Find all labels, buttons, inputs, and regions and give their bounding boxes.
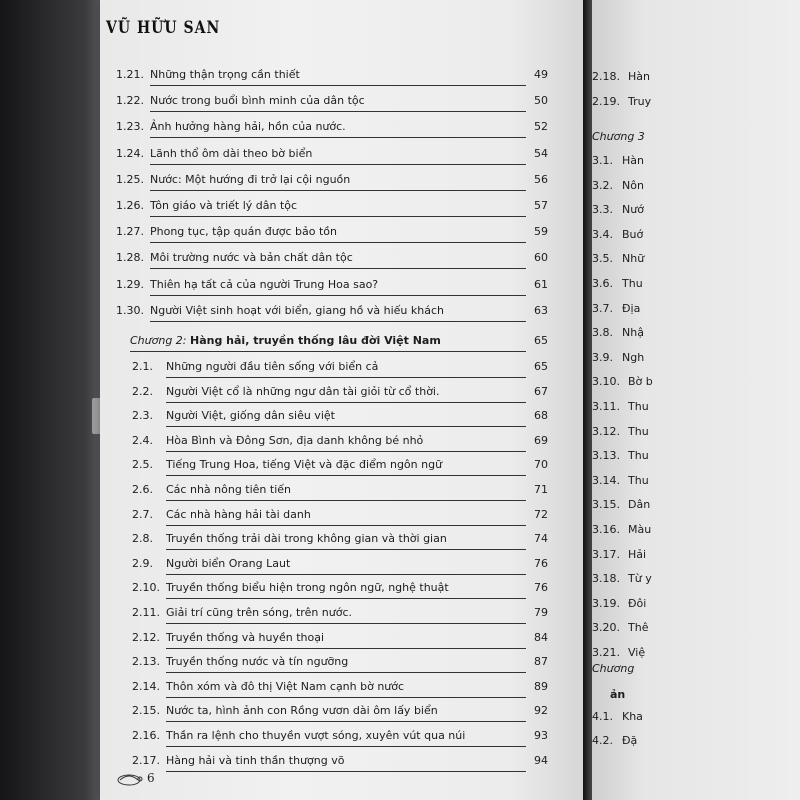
entry-title: Truyền thống biểu hiện trong ngôn ngữ, nghệ thuật bbox=[166, 581, 449, 595]
entry-number: 1.30. bbox=[116, 303, 144, 317]
entry-page: 70 bbox=[534, 458, 548, 472]
chapter-label: Chương 2: bbox=[130, 334, 187, 347]
entry-number: 2.15. bbox=[132, 704, 160, 718]
chapter-heading: Chương 3 bbox=[592, 130, 645, 143]
entry-title: Thê bbox=[628, 621, 649, 635]
leader-line bbox=[150, 268, 526, 269]
entry-title: Nướ bbox=[622, 203, 644, 217]
leader-line bbox=[150, 242, 526, 243]
entry-page: 69 bbox=[534, 433, 548, 447]
leader-line bbox=[166, 574, 526, 575]
entry-page: 65 bbox=[534, 334, 548, 347]
entry-title: Những thận trọng cần thiết bbox=[150, 68, 300, 81]
entry-page: 60 bbox=[534, 251, 548, 265]
page-number: 6 bbox=[147, 771, 155, 785]
toc-entry bbox=[100, 606, 583, 630]
entry-number: 2.2. bbox=[132, 384, 153, 398]
entry-number: 3.14. bbox=[592, 473, 620, 487]
entry-page: 76 bbox=[534, 556, 548, 570]
entry-number: 1.28. bbox=[116, 251, 144, 265]
entry-page: 63 bbox=[534, 303, 548, 317]
entry-page: 54 bbox=[534, 146, 548, 160]
entry-title: Lãnh thổ ôm dài theo bờ biển bbox=[150, 146, 313, 160]
entry-page: 93 bbox=[534, 729, 548, 742]
entry-number: 2.11. bbox=[132, 606, 160, 619]
entry-title: Thu bbox=[628, 473, 649, 487]
entry-title: Màu bbox=[628, 523, 652, 536]
entry-title: Từ y bbox=[628, 572, 652, 586]
entry-number: 2.3. bbox=[132, 409, 153, 423]
entry-number: 3.10. bbox=[592, 375, 620, 389]
entry-page: 79 bbox=[534, 606, 548, 619]
entry-title: Thần ra lệnh cho thuyền vượt sóng, xuyên vút qua núi bbox=[166, 729, 466, 742]
entry-title: Các nhà nông tiên tiến bbox=[166, 483, 292, 496]
leader-line bbox=[166, 746, 526, 747]
entry-number: 2.17. bbox=[132, 753, 160, 767]
leader-line bbox=[166, 451, 526, 452]
entry-page: 61 bbox=[534, 277, 548, 291]
leader-line bbox=[166, 475, 526, 476]
entry-title: Ngh bbox=[622, 350, 645, 364]
entry-number: 3.19. bbox=[592, 596, 620, 610]
entry-number: 1.24. bbox=[116, 146, 144, 160]
entry-title: Địa bbox=[622, 301, 641, 315]
entry-title: Truyền thống trải dài trong không gian và thời gian bbox=[166, 532, 447, 546]
leader-line bbox=[166, 672, 526, 673]
leader-line bbox=[150, 111, 526, 112]
toc-entry bbox=[100, 225, 583, 249]
right-page bbox=[592, 0, 800, 800]
toc-entry bbox=[100, 94, 583, 118]
leader-line bbox=[166, 721, 526, 722]
entry-title: Các nhà hàng hải tài danh bbox=[166, 507, 311, 521]
entry-title: Nôn bbox=[622, 178, 644, 192]
toc-entry bbox=[100, 68, 583, 92]
entry-title: Tiếng Trung Hoa, tiếng Việt và đặc điểm ngôn ngữ bbox=[166, 458, 443, 472]
entry-number: 1.21. bbox=[116, 68, 144, 81]
entry-number: 2.10. bbox=[132, 581, 160, 595]
entry-number: 3.17. bbox=[592, 547, 620, 561]
toc-entry bbox=[100, 360, 583, 384]
leader-line bbox=[166, 377, 526, 378]
entry-number: 3.2. bbox=[592, 178, 613, 192]
entry-number: 3.15. bbox=[592, 498, 620, 512]
entry-title: Buớ bbox=[622, 227, 644, 241]
entry-number: 2.19. bbox=[592, 95, 620, 108]
entry-title: Việ bbox=[628, 646, 646, 659]
chapter-name: Hàng hải, truyền thống lâu đời Việt Nam bbox=[190, 334, 441, 347]
entry-number: 2.1. bbox=[132, 360, 153, 373]
folio bbox=[114, 770, 155, 786]
entry-number: 4.2. bbox=[592, 734, 613, 747]
toc-entry bbox=[100, 557, 583, 581]
entry-number: 3.8. bbox=[592, 326, 613, 340]
entry-number: 1.26. bbox=[116, 199, 144, 212]
toc-entry bbox=[100, 729, 583, 753]
entry-number: 2.16. bbox=[132, 729, 160, 742]
entry-number: 3.1. bbox=[592, 154, 613, 167]
entry-number: 1.27. bbox=[116, 225, 144, 239]
toc-entry bbox=[100, 680, 583, 704]
toc-entry bbox=[100, 173, 583, 197]
entry-page: 59 bbox=[534, 225, 548, 239]
entry-title: Hàng hải và tinh thần thượng võ bbox=[166, 753, 345, 767]
toc-entry bbox=[100, 199, 583, 223]
entry-number: 3.3. bbox=[592, 203, 613, 217]
toc-entry bbox=[100, 278, 583, 302]
entry-title: Đặ bbox=[622, 734, 638, 747]
entry-title: Nhậ bbox=[622, 326, 644, 340]
entry-number: 4.1. bbox=[592, 710, 613, 723]
toc-entry bbox=[100, 147, 583, 171]
leader-line bbox=[150, 190, 526, 191]
running-head: VŨ HỮU SAN bbox=[106, 18, 221, 38]
entry-page: 67 bbox=[534, 384, 548, 398]
entry-number: 3.5. bbox=[592, 252, 613, 266]
entry-title: Truy bbox=[628, 95, 652, 108]
entry-page: 57 bbox=[534, 199, 548, 212]
entry-number: 2.12. bbox=[132, 630, 160, 644]
entry-title: Nước trong buổi bình minh của dân tộc bbox=[150, 94, 365, 108]
toc-entry bbox=[100, 655, 583, 679]
entry-number: 3.6. bbox=[592, 277, 613, 290]
toc-entry bbox=[100, 409, 583, 433]
entry-title: Thu bbox=[628, 449, 649, 463]
entry-title: Thu bbox=[622, 277, 643, 290]
leader-line bbox=[150, 85, 526, 86]
entry-number: 2.18. bbox=[592, 70, 620, 83]
leader-line bbox=[166, 500, 526, 501]
leader-line bbox=[150, 295, 526, 296]
entry-title: Kha bbox=[622, 710, 643, 723]
entry-title: Nước: Một hướng đi trở lại cội nguồn bbox=[150, 172, 351, 186]
entry-number: 2.14. bbox=[132, 679, 160, 693]
toc-entry bbox=[100, 385, 583, 409]
entry-title: Truyền thống và huyền thoại bbox=[166, 630, 325, 644]
entry-page: 52 bbox=[534, 120, 548, 134]
toc-entry bbox=[100, 120, 583, 144]
leader-line bbox=[166, 598, 526, 599]
leader-line bbox=[150, 216, 526, 217]
chapter-heading bbox=[100, 334, 583, 358]
leader-line bbox=[166, 549, 526, 550]
toc-entry bbox=[100, 631, 583, 655]
entry-title: Môi trường nước và bản chất dân tộc bbox=[150, 251, 353, 265]
toc-entry bbox=[100, 704, 583, 728]
entry-title: Nước ta, hình ảnh con Rồng vươn dài ôm lấy biển bbox=[166, 704, 438, 718]
entry-number: 2.8. bbox=[132, 532, 153, 546]
toc-entry bbox=[100, 251, 583, 275]
entry-number: 1.29. bbox=[116, 277, 144, 291]
entry-number: 3.20. bbox=[592, 621, 620, 635]
leader-line bbox=[166, 648, 526, 649]
entry-page: 87 bbox=[534, 655, 548, 669]
leader-line bbox=[166, 623, 526, 624]
entry-page: 72 bbox=[534, 507, 548, 521]
entry-number: 2.4. bbox=[132, 433, 153, 447]
entry-number: 2.13. bbox=[132, 655, 160, 669]
entry-title: Tôn giáo và triết lý dân tộc bbox=[150, 199, 298, 212]
entry-title: Dân bbox=[628, 498, 651, 512]
entry-number: 3.18. bbox=[592, 572, 620, 586]
chapter-name: ản bbox=[610, 688, 626, 701]
entry-number: 1.25. bbox=[116, 172, 144, 186]
left-page bbox=[100, 0, 583, 800]
leader-line bbox=[166, 771, 526, 772]
chapter-title bbox=[130, 334, 441, 347]
leader-line bbox=[150, 321, 526, 322]
entry-number: 2.9. bbox=[132, 556, 153, 570]
entry-number: 1.23. bbox=[116, 120, 144, 134]
entry-number: 3.4. bbox=[592, 227, 613, 241]
entry-title: Thôn xóm và đô thị Việt Nam cạnh bờ nước bbox=[166, 679, 405, 693]
leader-line bbox=[166, 525, 526, 526]
entry-title: Hàn bbox=[628, 70, 650, 83]
entry-number: 2.7. bbox=[132, 507, 153, 521]
leader-line bbox=[150, 164, 526, 165]
entry-number: 3.12. bbox=[592, 424, 620, 438]
toc-entry bbox=[100, 458, 583, 482]
toc-entry bbox=[100, 581, 583, 605]
entry-page: 56 bbox=[534, 172, 548, 186]
entry-number: 1.22. bbox=[116, 94, 144, 108]
entry-number: 2.5. bbox=[132, 458, 153, 472]
entry-number: 3.11. bbox=[592, 400, 620, 413]
entry-title: Ảnh hưởng hàng hải, hồn của nước. bbox=[150, 120, 346, 134]
chapter-heading: Chương bbox=[592, 662, 635, 675]
leader-line bbox=[130, 351, 526, 352]
entry-number: 3.16. bbox=[592, 523, 620, 536]
turtle-ornament-icon bbox=[114, 770, 144, 786]
entry-page: 89 bbox=[534, 679, 548, 693]
entry-title: Hải bbox=[628, 547, 647, 561]
entry-title: Người Việt sinh hoạt với biển, giang hồ và hiếu khách bbox=[150, 303, 444, 317]
toc-entry bbox=[100, 483, 583, 507]
entry-title: Hòa Bình và Đông Sơn, địa danh không bé nhỏ bbox=[166, 433, 424, 447]
entry-title: Người Việt cổ là những ngư dân tài giỏi từ cổ thời. bbox=[166, 384, 440, 398]
entry-page: 74 bbox=[534, 532, 548, 546]
leader-line bbox=[166, 402, 526, 403]
entry-page: 68 bbox=[534, 409, 548, 423]
entry-title: Bờ b bbox=[628, 375, 653, 389]
entry-title: Hàn bbox=[622, 154, 644, 167]
toc-entry bbox=[100, 304, 583, 328]
toc-entry bbox=[100, 434, 583, 458]
entry-number: 2.6. bbox=[132, 483, 153, 496]
entry-page: 92 bbox=[534, 704, 548, 718]
entry-number: 3.13. bbox=[592, 449, 620, 463]
book-edge bbox=[0, 0, 100, 800]
toc-entry bbox=[100, 508, 583, 532]
leader-line bbox=[166, 426, 526, 427]
entry-title: Thiên hạ tất cả của người Trung Hoa sao? bbox=[150, 277, 379, 291]
entry-page: 94 bbox=[534, 753, 548, 767]
entry-page: 76 bbox=[534, 581, 548, 595]
entry-number: 3.7. bbox=[592, 301, 613, 315]
entry-title: Đôi bbox=[628, 596, 647, 610]
entry-title: Người Việt, giống dân siêu việt bbox=[166, 409, 335, 423]
entry-title: Phong tục, tập quán được bảo tồn bbox=[150, 225, 337, 239]
entry-title: Nhữ bbox=[622, 252, 645, 266]
entry-page: 71 bbox=[534, 483, 548, 496]
entry-title: Thu bbox=[628, 400, 649, 413]
entry-title: Truyền thống nước và tín ngưỡng bbox=[166, 655, 349, 669]
entry-page: 50 bbox=[534, 94, 548, 108]
toc-entry bbox=[100, 532, 583, 556]
entry-title: Những người đầu tiên sống với biển cả bbox=[166, 360, 379, 373]
entry-page: 84 bbox=[534, 630, 548, 644]
entry-number: 3.21. bbox=[592, 646, 620, 659]
entry-page: 65 bbox=[534, 360, 548, 373]
entry-title: Người biển Orang Laut bbox=[166, 556, 291, 570]
entry-page: 49 bbox=[534, 68, 548, 81]
leader-line bbox=[166, 697, 526, 698]
entry-title: Thu bbox=[628, 424, 649, 438]
toc-entry bbox=[100, 754, 583, 778]
entry-number: 3.9. bbox=[592, 350, 613, 364]
entry-title: Giải trí cũng trên sóng, trên nước. bbox=[166, 606, 353, 619]
leader-line bbox=[150, 137, 526, 138]
